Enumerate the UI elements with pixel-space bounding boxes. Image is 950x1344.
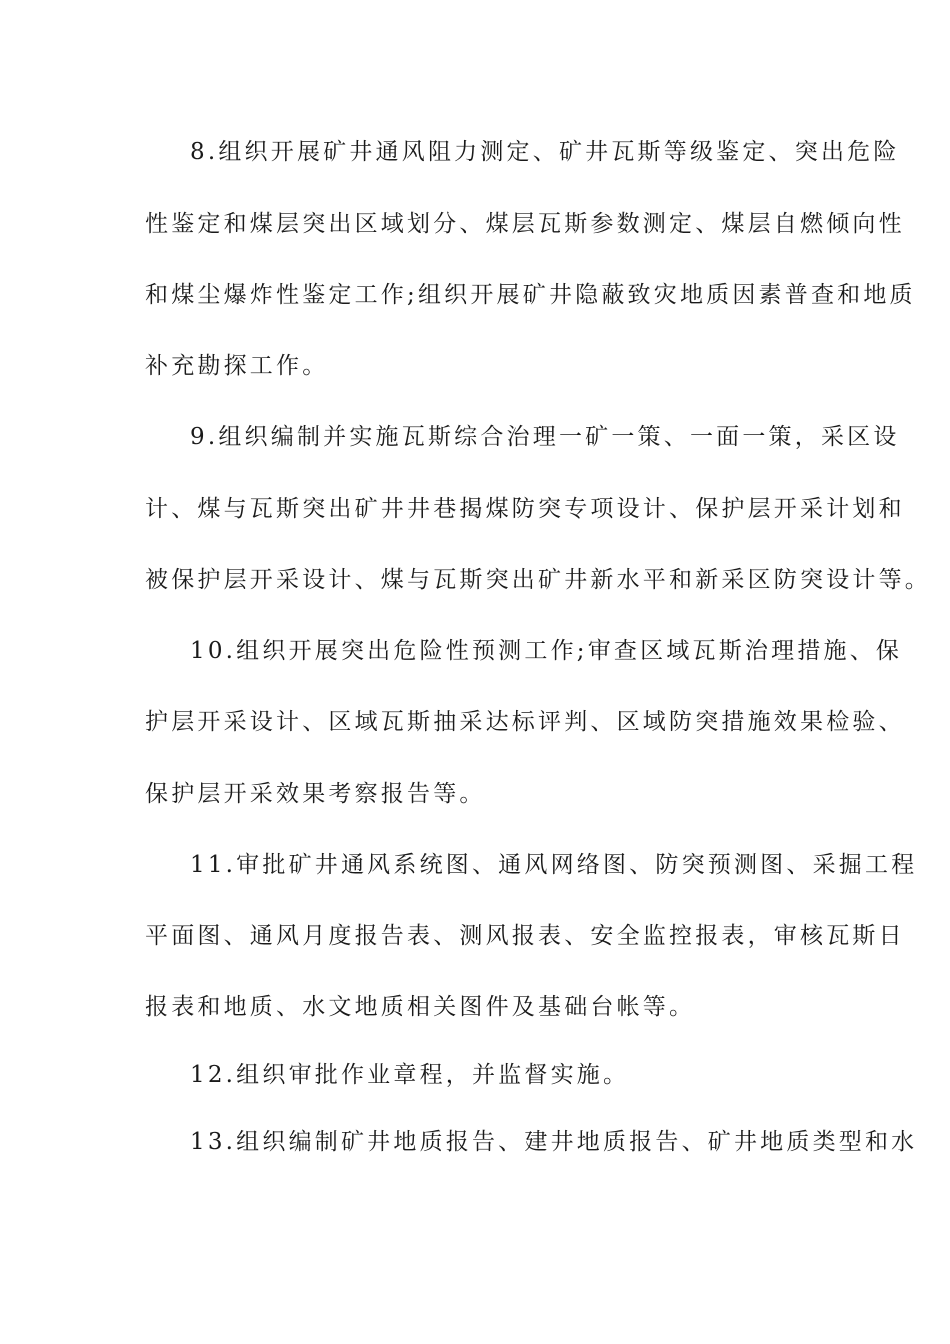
item-10-line-2: 护层开采设计、区域瓦斯抽采达标评判、区域防突措施效果检验、 [145,709,905,735]
item-8-line-1: 8.组织开展矿井通风阻力测定、矿井瓦斯等级鉴定、突出危险 [190,139,900,165]
item-11-line-3: 报表和地质、水文地质相关图件及基础台帐等。 [145,994,696,1020]
item-8-line-2: 性鉴定和煤层突出区域划分、煤层瓦斯参数测定、煤层自燃倾向性 [145,211,905,237]
item-9-line-1: 9.组织编制并实施瓦斯综合治理一矿一策、一面一策，采区设 [190,424,900,450]
item-10-line-3: 保护层开采效果考察报告等。 [145,781,486,807]
item-10-line-1: 10.组织开展突出危险性预测工作;审查区域瓦斯治理措施、保 [190,638,903,664]
item-11-line-1: 11.审批矿井通风系统图、通风网络图、防突预测图、采掘工程 [190,852,918,878]
item-12-line-1: 12.组织审批作业章程，并监督实施。 [190,1062,630,1088]
item-8-line-4: 补充勘探工作。 [145,353,329,379]
item-13-line-1: 13.组织编制矿井地质报告、建井地质报告、矿井地质类型和水 [190,1129,918,1155]
item-9-line-3: 被保护层开采设计、煤与瓦斯突出矿井新水平和新采区防突设计等。 [145,567,931,593]
item-11-line-2: 平面图、通风月度报告表、测风报表、安全监控报表，审核瓦斯日 [145,923,905,949]
item-8-line-3: 和煤尘爆炸性鉴定工作;组织开展矿井隐蔽致灾地质因素普查和地质 [145,282,916,308]
item-9-line-2: 计、煤与瓦斯突出矿井井巷揭煤防突专项设计、保护层开采计划和 [145,496,905,522]
